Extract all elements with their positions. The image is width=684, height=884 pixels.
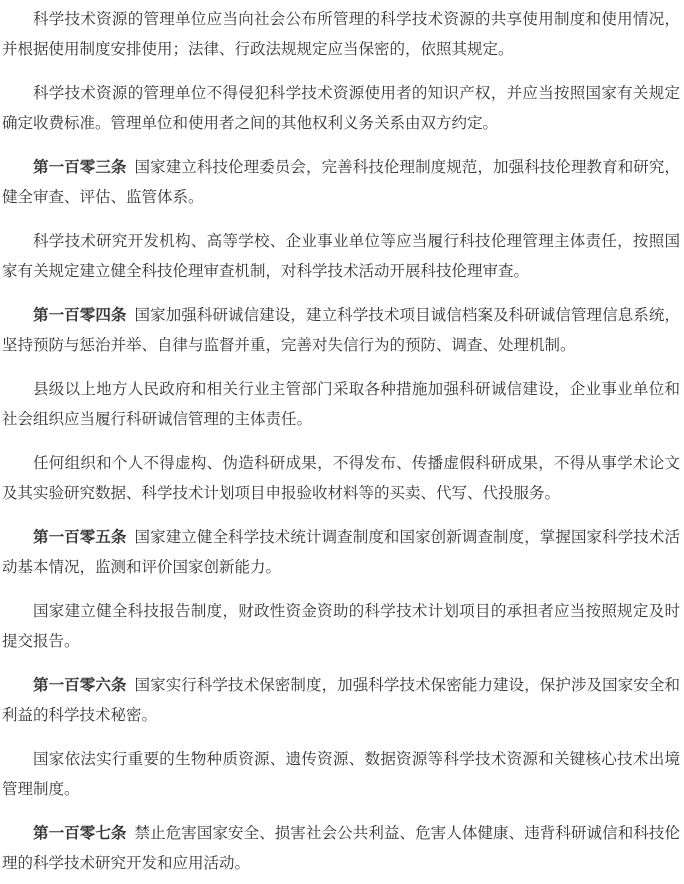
paragraph-text: 国家建立健全科学技术统计调查制度和国家创新调查制度，掌握国家科学技术活动基本情况，监测和评价国家创新能力。 <box>2 528 680 576</box>
paragraph-text: 国家建立健全科技报告制度，财政性资金资助的科学技术计划项目的承担者应当按照规定及时提交报告。 <box>2 602 680 650</box>
article-number: 第一百零六条 <box>33 676 127 694</box>
paragraph-text: 科学技术研究开发机构、高等学校、企业事业单位等应当履行科技伦理管理主体责任，按照国家有关规定建立健全科技伦理审查机制，对科学技术活动开展科技伦理审查。 <box>2 232 680 280</box>
paragraph <box>2 226 680 286</box>
paragraph <box>2 78 680 138</box>
paragraph <box>2 152 680 212</box>
paragraph-text: 科学技术资源的管理单位应当向社会公布所管理的科学技术资源的共享使用制度和使用情况，并根据使用制度安排使用；法律、行政法规规定应当保密的，依照其规定。 <box>2 10 680 58</box>
paragraph <box>2 670 680 730</box>
paragraph-text: 任何组织和个人不得虚构、伪造科研成果，不得发布、传播虚假科研成果，不得从事学术论文及其实验研究数据、科学技术计划项目申报验收材料等的买卖、代写、代投服务。 <box>2 454 680 502</box>
article-number: 第一百零五条 <box>33 528 127 546</box>
paragraph <box>2 374 680 434</box>
paragraph-text: 科学技术资源的管理单位不得侵犯科学技术资源使用者的知识产权，并应当按照国家有关规定确定收费标准。管理单位和使用者之间的其他权利义务关系由双方约定。 <box>2 84 680 132</box>
article-number: 第一百零七条 <box>33 824 127 842</box>
paragraph-text: 国家依法实行重要的生物种质资源、遗传资源、数据资源等科学技术资源和关键核心技术出境管理制度。 <box>2 750 680 798</box>
paragraph-text: 国家加强科研诚信建设，建立科学技术项目诚信档案及科研诚信管理信息系统，坚持预防与惩治并举、自律与监督并重，完善对失信行为的预防、调查、处理机制。 <box>2 306 680 354</box>
paragraph <box>2 4 680 64</box>
paragraph <box>2 818 680 878</box>
paragraph <box>2 596 680 656</box>
paragraph-text: 县级以上地方人民政府和相关行业主管部门采取各种措施加强科研诚信建设，企业事业单位和社会组织应当履行科研诚信管理的主体责任。 <box>2 380 680 428</box>
paragraph <box>2 744 680 804</box>
paragraph-text: 国家建立科技伦理委员会，完善科技伦理制度规范，加强科技伦理教育和研究，健全审查、评估、监管体系。 <box>2 158 680 206</box>
article-number: 第一百零四条 <box>33 306 127 324</box>
article-number: 第一百零三条 <box>33 158 127 176</box>
paragraph-text: 禁止危害国家安全、损害社会公共利益、危害人体健康、违背科研诚信和科技伦理的科学技术研究开发和应用活动。 <box>2 824 680 872</box>
paragraph-text: 国家实行科学技术保密制度，加强科学技术保密能力建设，保护涉及国家安全和利益的科学技术秘密。 <box>2 676 680 724</box>
paragraph <box>2 300 680 360</box>
paragraph <box>2 448 680 508</box>
paragraph <box>2 522 680 582</box>
